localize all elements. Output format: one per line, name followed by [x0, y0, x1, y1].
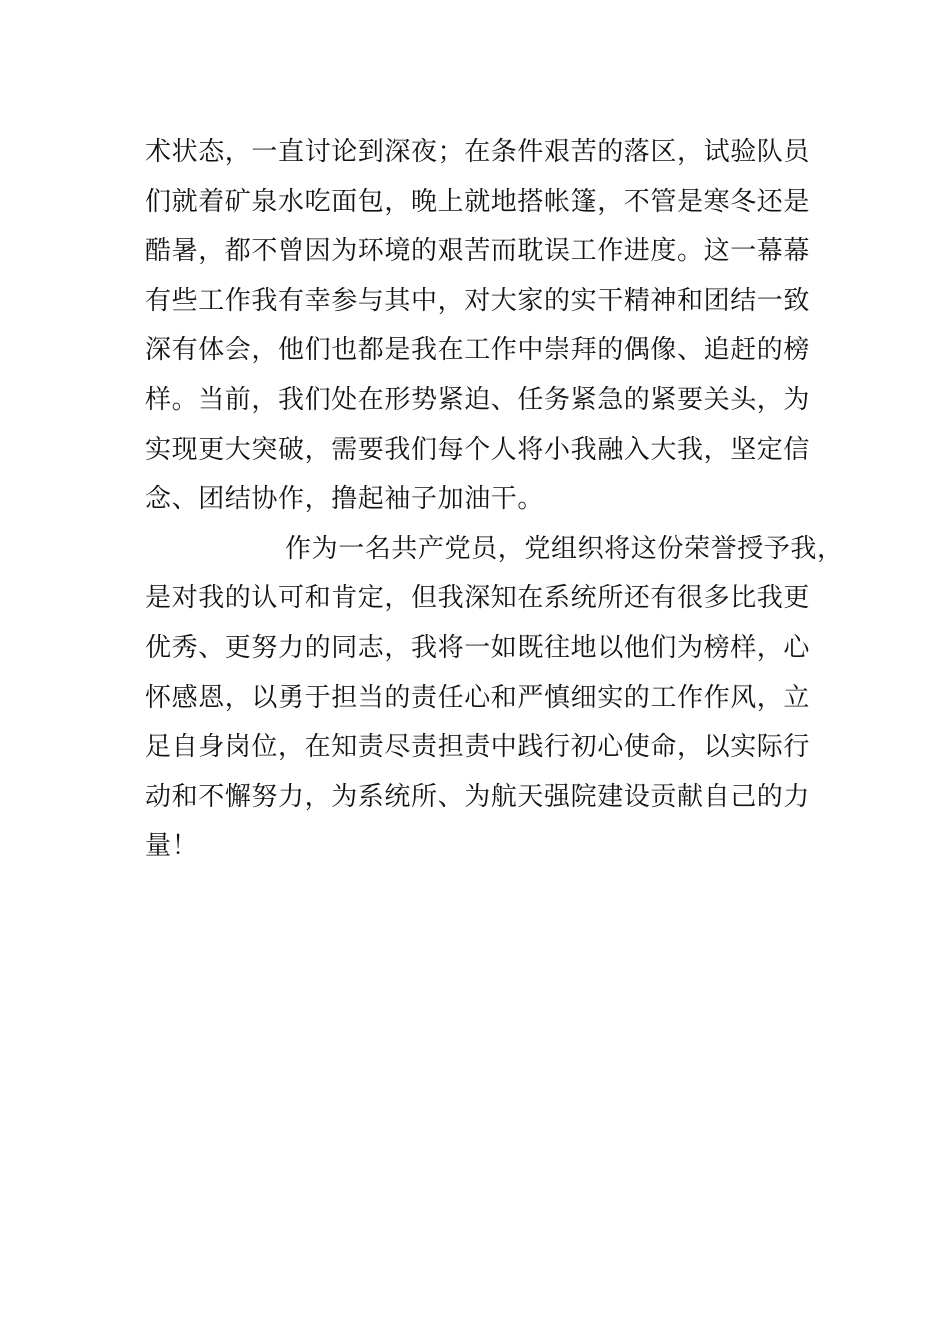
- text-line: 量！: [145, 831, 199, 862]
- text-line: 酷暑，都不曾因为环境的艰苦而耽误工作进度。这一幕幕: [145, 236, 811, 267]
- text-line: 们就着矿泉水吃面包，晚上就地搭帐篷，不管是寒冬还是: [145, 186, 811, 217]
- text-line: 怀感恩，以勇于担当的责任心和严慎细实的工作作风，立: [145, 682, 811, 713]
- text-line: 动和不懈努力，为系统所、为航天强院建设贡献自己的力: [145, 781, 811, 812]
- text-line: 足自身岗位，在知责尽责担责中践行初心使命，以实际行: [145, 732, 811, 763]
- text-line: 是对我的认可和肯定，但我深知在系统所还有很多比我更: [145, 583, 811, 614]
- text-line: 术状态，一直讨论到深夜；在条件艰苦的落区，试验队员: [145, 137, 811, 167]
- text-line-indented: 作为一名共产党员，党组织将这份荣誉授予我，: [285, 533, 844, 564]
- text-line: 优秀、更努力的同志，我将一如既往地以他们为榜样，心: [145, 632, 811, 663]
- text-line: 念、团结协作，撸起袖子加油干。: [145, 484, 545, 515]
- paragraph-1: [145, 128, 825, 525]
- text-line: 深有体会，他们也都是我在工作中崇拜的偶像、追赶的榜: [145, 335, 811, 366]
- text-line: 实现更大突破，需要我们每个人将小我融入大我，坚定信: [145, 434, 811, 465]
- text-line: 样。当前，我们处在形势紧迫、任务紧急的紧要关头，为: [145, 384, 811, 415]
- body-text: [145, 128, 844, 872]
- text-line: 有些工作我有幸参与其中，对大家的实干精神和团结一致: [145, 285, 811, 316]
- paragraph-2: [145, 525, 844, 872]
